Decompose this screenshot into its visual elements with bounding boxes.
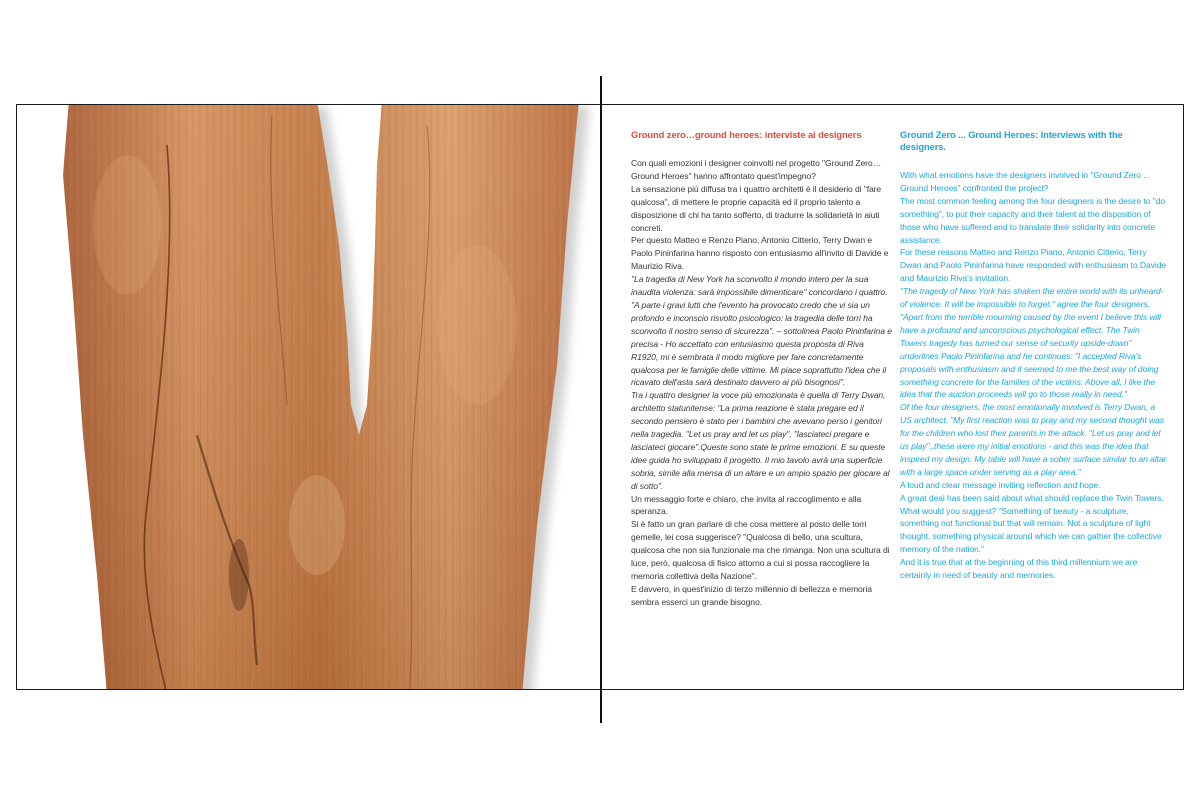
- spine-line: [600, 76, 602, 723]
- italian-paragraph: Con quali emozioni i designer coinvolti nel progetto "Ground Zero…Ground Heroes" hanno affrontato quest'impegno?: [631, 158, 882, 181]
- italian-paragraph: La sensazione più diffusa tra i quattro architetti è il desiderio di "fare qualcosa", di mettere le proprie capacità ed il proprio talento a disposizione di chi ha tanto sofferto, di tradurre la solidarietà in aiuti concreti.: [631, 183, 882, 233]
- italian-paragraph: Per questo Matteo e Renzo Piano, Antonio Citterio, Terry Dwan e Paolo Pininfarina hanno risposto con entusiasmo all'invito di Davide e Maurizio Riva.: [631, 235, 889, 272]
- italian-column: [631, 129, 893, 609]
- english-paragraph: For these reasons Matteo and Renzo Piano, Antonio Citterio, Terry Dwan and Paolo Pininfarina have responded with enthusiasm to Davide and Maurizio Riva's invitation.: [900, 247, 1167, 284]
- italian-quote-paragraph: Tra i quattro designer la voce più emozionata è quella di Terry Dwan, architetto statunitense: "La prima reazione è stata pregare ed il secondo pensiero è stato per i bambini che avevano perso i genitori nella tragedia. "Let us pray and let us play", "lasciateci pregare e lasciateci giocare".Queste sono state le prime emozioni. E su queste idee guida ho sviluppato il progetto. Il mio tavolo avrà una superficie sobria, simile alla mensa di un altare e un ampio spazio per giocare al di sotto".: [631, 390, 890, 491]
- english-column: [900, 129, 1168, 582]
- italian-paragraph: Un messaggio forte e chiaro, che invita al raccoglimento e alla speranza.: [631, 493, 862, 517]
- english-paragraph: A great deal has been said about what should replace the Twin Towers. What would you suggest? "Something of beauty - a sculpture, something not functional but that will remain. Not a sculpture of light thought, something physical around which we can gather the collective memory of the nation.": [900, 492, 1164, 555]
- text-page: [617, 105, 1183, 689]
- wooden-slab-photo: [17, 105, 601, 689]
- english-paragraph: And it is true that at the beginning of this third millennium we are certainly in need of beauty and memories.: [900, 557, 1138, 581]
- english-paragraph: A loud and clear message inviting reflection and hope.: [900, 479, 1101, 490]
- italian-paragraph: Si è fatto un gran parlare di che cosa mettere al posto delle torri gemelle, lei cosa suggerisce? "Qualcosa di bello, una scultura, qualcosa che non sia funzionale ma che rimanga. Non una scultura di luce, però, qualcosa di fisico attorno a cui si possa raccogliere la memoria collettiva della Nazione".: [631, 519, 890, 581]
- english-heading: Ground Zero ... Ground Heroes: Interviews with the designers.: [900, 129, 1123, 152]
- english-quote-paragraph: Of the four designers, the most emotionally involved is Terry Dwan, a US architect. "My first reaction was to pray and my second thought was for the children who lost their parents in the attack. "Let us pray and let us play"..these were my initial emotions - and this was the idea that inspired my design. My table will have a sober surface similar to an altar with a large space under serving as a play area.": [900, 402, 1167, 477]
- italian-paragraph: E davvero, in quest'inizio di terzo millennio di bellezza e memoria sembra esserci un grande bisogno.: [631, 583, 872, 607]
- english-paragraph: The most common feeling among the four designers is the desire to "do something", to put their capacity and their talent at the disposition of those who have suffered and to translate their solidarity into concrete assistance.: [900, 195, 1166, 245]
- english-paragraph: With what emotions have the designers involved in "Ground Zero ... Ground Heroes" confronted the project?: [900, 170, 1151, 193]
- english-quote-paragraph: "The tragedy of New York has shaken the entire world with its unheard-of violence. It will be impossible to forget." agree the four designers. "Apart from the terrible mourning caused by the event I believe this will have a profound and unconscious psychological effect. The Twin Towers tragedy has turned our sense of security upside-down" underlines Paolo Pininfarina and he continues: "I accepted Riva's proposals with enthusiasm and it seemed to me the best way of doing something concrete for the families of the victims. Above all, I like the idea that the auction proceeds will go to those really in need.": [900, 286, 1164, 400]
- italian-heading: Ground zero…ground heroes: interviste ai designers: [631, 129, 862, 140]
- italian-quote-paragraph: "La tragedia di New York ha sconvolto il mondo intero per la sua inaudita violenza: sarà impossibile dimenticare" concordano i quattro. "A parte i gravi lutti che l'evento ha provocato credo che vi sia un profondo e inconscio risvolto psicologico: la tragedia delle torri ha sconvolto il nostro senso di sicurezza". – sottolinea Paolo Pininfarina e precisa - Ho accettato con entusiasmo questa proposta di Riva R1920, mi è sembrata il modo migliore per fare concretamente qualcosa per le famiglie delle vittime. Mi piace soprattutto l'idea che il ricavato dell'asta sarà destinato davvero ai più bisognosi".: [631, 274, 892, 388]
- wood-illustration: [17, 105, 601, 689]
